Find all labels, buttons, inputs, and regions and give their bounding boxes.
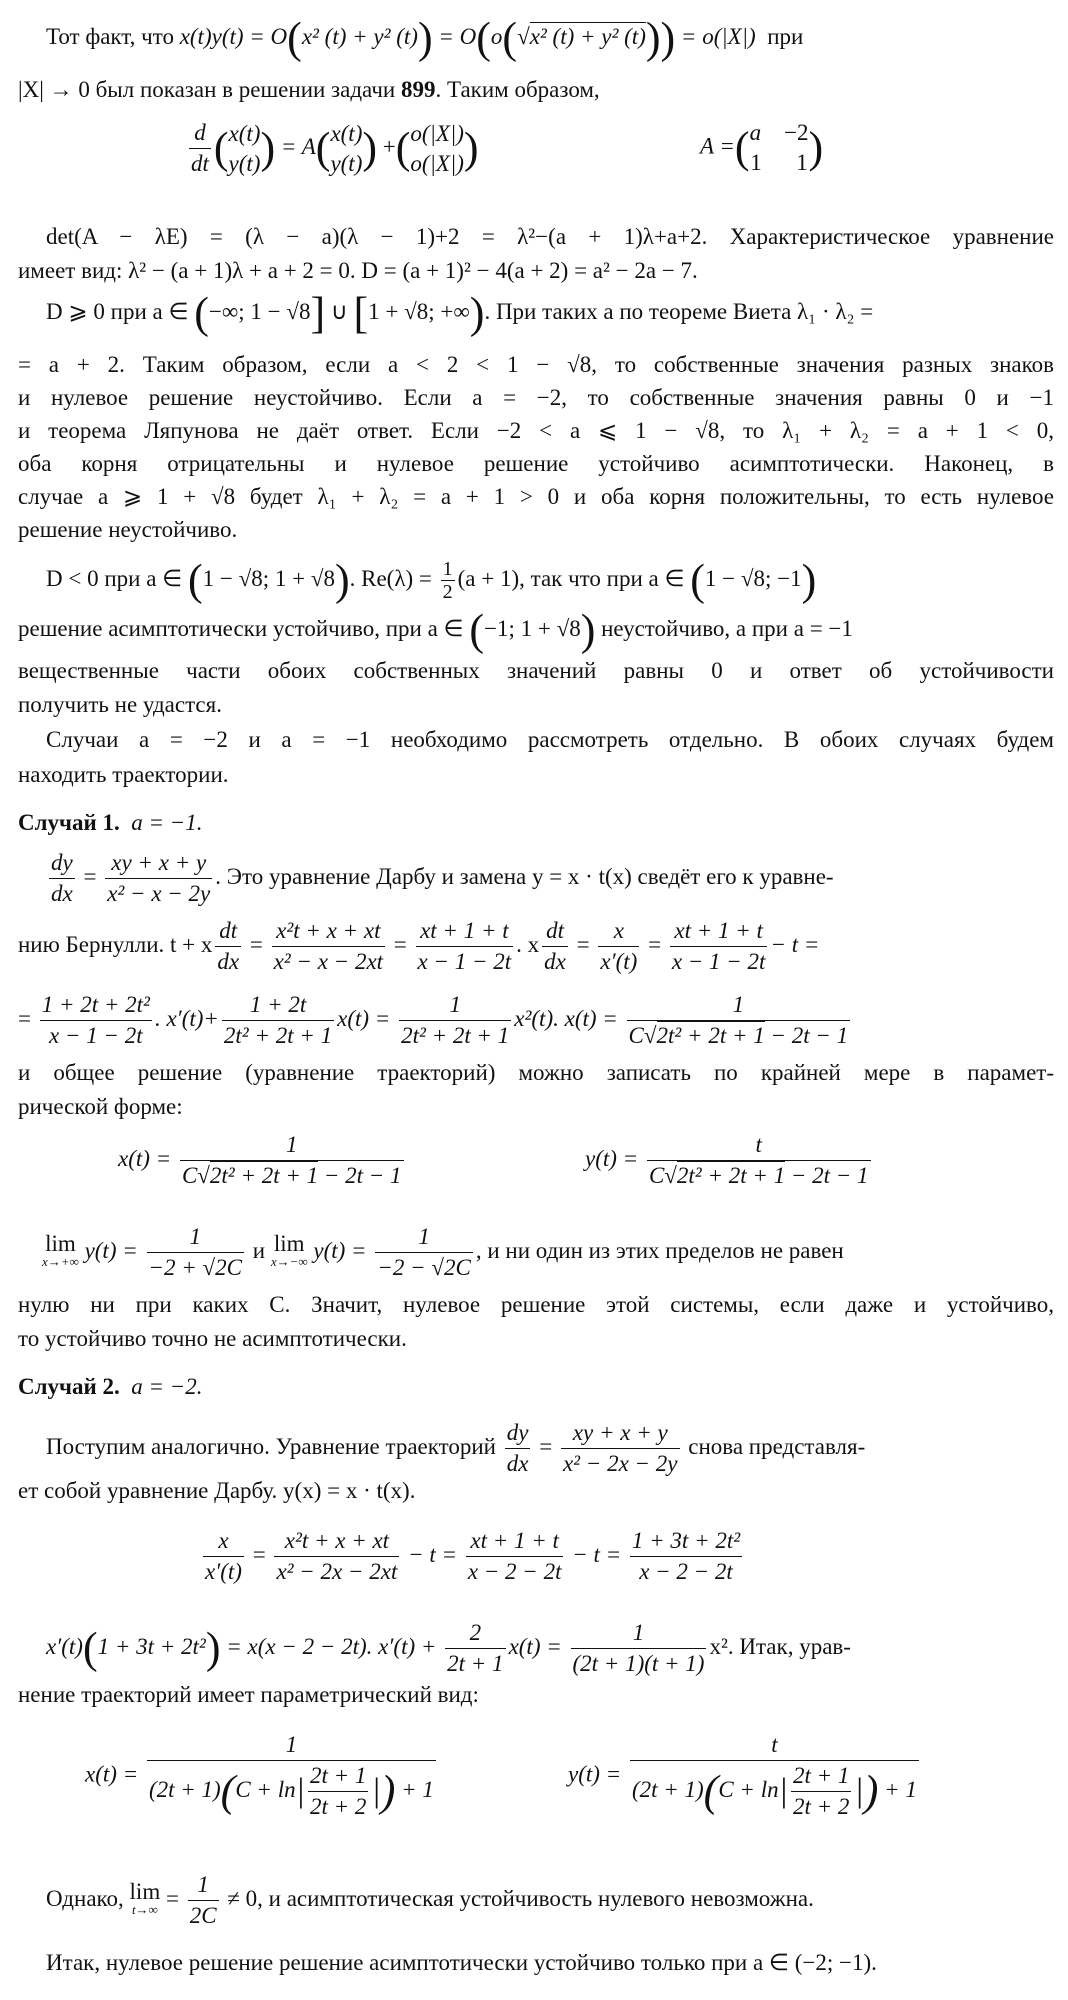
case-title: Случай 1.	[18, 810, 120, 835]
num: xt + 1 + t	[420, 918, 509, 943]
den: x − 2 − 2t	[466, 1556, 564, 1587]
text: Однако,	[46, 1885, 130, 1911]
lim-sub: t→∞	[131, 1901, 158, 1917]
den: −2 − √2C	[375, 1252, 473, 1283]
den: dx	[542, 946, 568, 977]
num: 1	[732, 992, 745, 1017]
y-param-formula: y(t) = $\frac{t}{\text{C√2t² + 2t + 1 − 2t − 1}}$	[585, 1130, 874, 1191]
text: |X| → 0 был показан в решении задачи	[18, 77, 401, 102]
text: решение асимптотически устойчиво, при a ∈	[18, 616, 470, 641]
math: = O	[432, 24, 477, 49]
den: x − 1 − 2t	[40, 1020, 152, 1051]
num: xy + x + y	[111, 850, 207, 875]
num: xt + 1 + t	[674, 918, 763, 943]
a21: 1	[750, 150, 762, 175]
a22: 1	[796, 150, 808, 175]
num: 1	[632, 1620, 645, 1645]
paragraph-3-line-7: решение неустойчиво.	[18, 517, 238, 542]
text: y(t) =	[313, 1237, 367, 1263]
paragraph-3-line-2: = a + 2. Таким образом, если a < 2 < 1 − √8, то собственные значения разных знаков	[18, 352, 1054, 377]
text: . Re(λ) =	[349, 565, 438, 591]
case-1-line-2: нию Бернулли. t + x $\frac{dt}{dx}$ = $\frac{\text{x²t + x + xt}}{\text{x² − x − 2xt}}$ = $\frac{xt + 1 + t}{x - 1 - 2t}$ . x $\frac{dt}{dx}$ = $\frac{x}{x'(t)}$ = $\frac{xt + 1 + t}{x - 1 - 2t}$ − t =	[18, 916, 1054, 977]
plus: +	[382, 133, 396, 159]
den: 2t + 2	[791, 1791, 851, 1822]
den: dx	[215, 946, 241, 977]
text: x(t) =	[508, 1633, 562, 1659]
lim: lim	[129, 1878, 161, 1904]
case-2-equation-1: $\frac{x}{x'(t)}$ = $\frac{\text{x²t + x + xt}}{\text{x² − 2x − 2xt}}$ − t = $\frac{xt + 1 + t}{x - 2 - 2t}$ − t = $\frac{\text{1 + 3t + 2t²}}{x - 2 - 2t}$	[200, 1526, 745, 1587]
text: . Это уравнение Дарбу и замена y = x · t(x) сведёт его к уравне-	[215, 863, 834, 889]
radicand: 2t² + 2t + 1	[209, 1163, 319, 1188]
den: x − 1 − 2t	[670, 946, 768, 977]
num: x	[613, 918, 624, 943]
num: x²t + x + xt	[276, 918, 381, 943]
num: xy + x + y	[572, 1420, 668, 1445]
case-1-line-5: рической форме:	[18, 1094, 183, 1119]
den: dt	[189, 148, 211, 179]
paragraph-2-line-1: det(A − λE) = (λ − a)(λ − 1)+2 = λ²−(a + 1)λ+a+2. Характеристическое уравнение	[46, 224, 1054, 249]
text: − t =	[770, 931, 820, 957]
case-1-line-3: = $\frac{\text{1 + 2t + 2t²}}{x - 1 - 2t}$ . x′(t)+ $\frac{1 + 2t}{\text{2t² + 2t + 1}}$ x(t) = $\frac{1}{\text{2t² + 2t + 1}}$ x²(t). x(t) = $\frac{1}{\text{C√2t² + 2t + 1 − 2t − 1}}$	[18, 990, 1054, 1051]
num: 1	[286, 1132, 298, 1157]
text: D ⩾ 0 при a ∈	[46, 299, 195, 324]
lhs: x(t) =	[85, 1761, 139, 1787]
tail: − 2t − 1	[764, 1023, 849, 1048]
den-part: + 1	[884, 1776, 917, 1802]
den: x − 2 − 2t	[630, 1556, 742, 1587]
paragraph-5-line-2: находить траектории.	[18, 762, 229, 787]
text: x². Итак, урав-	[709, 1633, 851, 1659]
text: =	[165, 1885, 179, 1911]
text: Тот факт, что	[46, 24, 180, 49]
const: C	[648, 1163, 665, 1188]
num: 1	[197, 1872, 209, 1897]
radicand: 2t² + 2t + 1	[676, 1163, 786, 1188]
case-condition: a = −2.	[131, 1374, 203, 1399]
paragraph-3-line-6: случае a ⩾ 1 + √8 будет λ₁ + λ₂ = a + 1 > 0 и оба корня положительны, то есть нулевое	[18, 484, 1054, 509]
den: 2C	[188, 1900, 219, 1931]
text: x(t) =	[337, 1005, 391, 1031]
num: dt	[219, 918, 238, 943]
num: 1	[418, 1224, 430, 1249]
den: 2	[442, 581, 453, 603]
x-of-t: x(t)	[228, 120, 261, 146]
num: dt	[546, 918, 564, 943]
paragraph-2-line-2: имеет вид: λ² − (a + 1)λ + a + 2 = 0. D = (a + 1)² − 4(a + 2) = a² − 2a − 7.	[18, 258, 698, 283]
text: Поступим аналогично. Уравнение траекторий	[46, 1433, 496, 1459]
paragraph-4-line-4: получить не удастся.	[18, 692, 222, 717]
text: − t =	[572, 1541, 622, 1567]
case-condition: a = −1.	[131, 810, 203, 835]
text: =	[18, 1005, 31, 1031]
num: xt + 1 + t	[470, 1528, 559, 1553]
den: x′(t)	[203, 1556, 244, 1587]
den: 2t² + 2t + 1	[399, 1020, 511, 1051]
const: C	[181, 1163, 198, 1188]
den-part: (2t + 1)	[631, 1776, 704, 1802]
text: . При таких a по теореме Виета λ₁ · λ₂ =	[484, 299, 874, 324]
case-1-line-4: и общее решение (уравнение траекторий) можно записать по крайней мере в парамет-	[18, 1060, 1054, 1085]
math: = A	[280, 133, 316, 159]
text: x²(t). x(t) =	[514, 1005, 618, 1031]
paragraph-1-line-2	[18, 75, 1054, 105]
den: (2t + 1)(t + 1)	[571, 1648, 707, 1679]
num: x²t + x + xt	[284, 1528, 390, 1553]
lim-sub: x→+∞	[42, 1253, 79, 1269]
den: x² − x − 2y	[105, 878, 212, 909]
text: , и ни один из этих пределов не равен	[475, 1237, 844, 1263]
text: . x	[516, 931, 540, 957]
paragraph-4-line-1: D < 0 при a ∈ (1 − √8; 1 + √8). Re(λ) = $\frac{1}{2}$ (a + 1), так что при a ∈ (1 − √8; −1)	[46, 555, 817, 605]
den: 2t² + 2t + 1	[222, 1020, 334, 1051]
y-of-t: y(t)	[228, 150, 261, 176]
radicand: 2t² + 2t + 1	[656, 1023, 765, 1048]
den-part: C + ln	[235, 1776, 296, 1802]
num: 1 + 3t + 2t²	[631, 1528, 741, 1553]
num: x	[218, 1528, 229, 1553]
num: 2t + 1	[309, 1763, 367, 1788]
den: x² − x − 2xt	[272, 946, 385, 977]
den: x² − 2x − 2y	[561, 1448, 680, 1479]
math: x² (t) + y² (t)	[301, 24, 418, 49]
paragraph-5-line-1: Случаи a = −2 и a = −1 необходимо рассмотреть отдельно. В обоих случаях будем	[46, 727, 1054, 752]
interval: 1 − √8; 1 + √8	[202, 565, 335, 591]
text: x′(t)	[46, 1633, 83, 1659]
text: и	[252, 1237, 266, 1263]
limits-line	[42, 1222, 1054, 1283]
num: 2	[469, 1620, 482, 1645]
lim: lim	[273, 1230, 305, 1256]
den: −2 + √2C	[147, 1252, 245, 1283]
num: 1	[442, 558, 453, 580]
text: y(t) =	[84, 1237, 138, 1263]
num: 1 + 2t	[249, 992, 307, 1017]
lhs: y(t) =	[585, 1145, 639, 1171]
paragraph-3-line-4: и теорема Ляпунова не даёт ответ. Если −2 < a ⩽ 1 − √8, то λ₁ + λ₂ = a + 1 < 0,	[18, 418, 1054, 443]
case-2-line-4: нение траекторий имеет параметрический вид:	[18, 1682, 479, 1707]
text: = x(x − 2 − 2t). x′(t) +	[226, 1633, 437, 1659]
text: ∪	[325, 299, 354, 324]
equation-system: $\frac{d}{dt}$ ( x(t) y(t) ) = A( x(t) y(t) ) +( o(|X|) o(|X|) )	[186, 118, 479, 179]
case-2-line-1: Поступим аналогично. Уравнение траекторий $\frac{dy}{dx}$ = $\frac{xy + x + y}{\text{x² − 2x − 2y}}$ снова представля-	[46, 1418, 1054, 1479]
num: 1	[189, 1224, 201, 1249]
den: dx	[49, 878, 75, 909]
num: d	[194, 120, 206, 145]
o-term: o(|X|)	[410, 150, 464, 176]
x-of-t: x(t)	[330, 120, 363, 146]
text: . x′(t)+	[154, 1005, 219, 1031]
a12: −2	[784, 120, 809, 145]
interval: −∞; 1 − √8	[208, 299, 311, 324]
num: 1	[285, 1732, 298, 1757]
paragraph-3-line-3: и нулевое решение неустойчиво. Если a = −2, то собственные значения равны 0 и −1	[18, 385, 1054, 410]
num: t	[771, 1732, 778, 1757]
y-param-formula-2: y(t) = t (2t + 1)(C + ln| $\frac{2t + 1}{2t + 2}$ |) + 1	[568, 1730, 922, 1822]
y-of-t: y(t)	[330, 150, 363, 176]
x-param-formula: x(t) = $\frac{1}{\text{C√2t² + 2t + 1 − 2t − 1}}$	[118, 1130, 407, 1191]
case-1-heading	[18, 808, 1054, 838]
num: dy	[51, 850, 73, 875]
however-line	[46, 1870, 1054, 1931]
case-1-line-7: то устойчиво точно не асимптотически.	[18, 1326, 407, 1351]
den: x′(t)	[598, 946, 639, 977]
paragraph-4-line-2: решение асимптотически устойчиво, при a ∈ (−1; 1 + √8) неустойчиво, а при a = −1	[18, 605, 853, 655]
num: 1 + 2t + 2t²	[41, 992, 150, 1017]
math: = o(|X|)	[675, 24, 756, 49]
paragraph-1-line-1: Тот факт, что x(t)y(t) = O(x² (t) + y² (t)) = O(o(√x² (t) + y² (t))) = o(|X|) при	[46, 13, 804, 63]
den-part: (2t + 1)	[148, 1776, 221, 1802]
den-part: C + ln	[718, 1776, 779, 1802]
den: 2t + 2	[308, 1791, 368, 1822]
o-term: o(|X|)	[410, 120, 464, 146]
math: o	[490, 24, 503, 49]
interval: 1 + √8; +∞	[368, 299, 470, 324]
den-part: + 1	[401, 1776, 434, 1802]
math: A =	[700, 133, 735, 159]
text: − t =	[408, 1541, 458, 1567]
text: 1 + 3t + 2t²	[97, 1633, 206, 1659]
tail: − 2t − 1	[318, 1163, 402, 1188]
const: C	[628, 1023, 644, 1048]
text: (a + 1), так что при a ∈	[457, 565, 691, 591]
case-1-line-1: $\frac{dy}{dx}$ = $\frac{xy + x + y}{\text{x² − x − 2y}}$ . Это уравнение Дарбу и замена y = x · t(x) сведёт его к уравне-	[46, 848, 1054, 909]
a11: a	[749, 120, 762, 145]
num: 1	[449, 992, 461, 1017]
conclusion-line: Итак, нулевое решение решение асимптотически устойчиво только при a ∈ (−2; −1).	[46, 1950, 877, 1975]
text: ≠ 0, и асимптотическая устойчивость нулевого невозможна.	[227, 1885, 814, 1911]
text: D < 0 при a ∈	[46, 565, 188, 591]
text: нию Бернулли. t + x	[18, 931, 213, 957]
tail: − 2t − 1	[785, 1163, 869, 1188]
text: при	[767, 24, 804, 49]
math: x(t)y(t) = O	[179, 24, 288, 49]
den: x² − 2x − 2xt	[274, 1556, 399, 1587]
math: x² (t) + y² (t)	[529, 24, 646, 49]
text: неустойчиво, а при a = −1	[595, 616, 853, 641]
case-2-line-3: x′(t)(1 + 3t + 2t²) = x(x − 2 − 2t). x′(t) + $\frac{2}{2t + 1}$ x(t) = $\frac{1}{(2t + 1)(t + 1)}$ x². Итак, урав-	[46, 1618, 1054, 1679]
problem-number: 899	[400, 77, 436, 102]
matrix-A: A =( a −2 1 1 )	[700, 120, 824, 175]
num: dy	[506, 1420, 529, 1445]
x-param-formula-2: x(t) = 1 (2t + 1)(C + ln| $\frac{2t + 1}{2t + 2}$ |) + 1	[85, 1730, 439, 1822]
interval: −1; 1 + √8	[484, 616, 581, 641]
paragraph-4-line-3: вещественные части обоих собственных значений равны 0 и ответ об устойчивости	[18, 658, 1054, 683]
text: снова представля-	[688, 1433, 866, 1459]
lhs: y(t) =	[568, 1761, 622, 1787]
case-title: Случай 2.	[18, 1374, 120, 1399]
interval: 1 − √8; −1	[704, 565, 802, 591]
lim-sub: x→−∞	[270, 1253, 308, 1269]
num: t	[755, 1132, 762, 1157]
num: 2t + 1	[792, 1763, 850, 1788]
lhs: x(t) =	[118, 1145, 172, 1171]
den: 2t + 1	[445, 1648, 505, 1679]
den: dx	[505, 1448, 531, 1479]
case-2-heading	[18, 1372, 1054, 1402]
lim: lim	[45, 1230, 76, 1256]
case-2-line-2: ет собой уравнение Дарбу. y(x) = x · t(x).	[18, 1478, 416, 1503]
text: . Таким образом,	[435, 77, 600, 102]
paragraph-3-line-1: D ⩾ 0 при a ∈ (−∞; 1 − √8] ∪ [1 + √8; +∞). При таких a по теореме Виета λ₁ · λ₂ =	[46, 288, 874, 338]
den: x − 1 − 2t	[416, 946, 514, 977]
case-1-line-6: нулю ни при каких C. Значит, нулевое решение этой системы, если даже и устойчиво,	[18, 1292, 1054, 1317]
paragraph-3-line-5: оба корня отрицательны и нулевое решение устойчиво асимптотически. Наконец, в	[18, 451, 1054, 476]
